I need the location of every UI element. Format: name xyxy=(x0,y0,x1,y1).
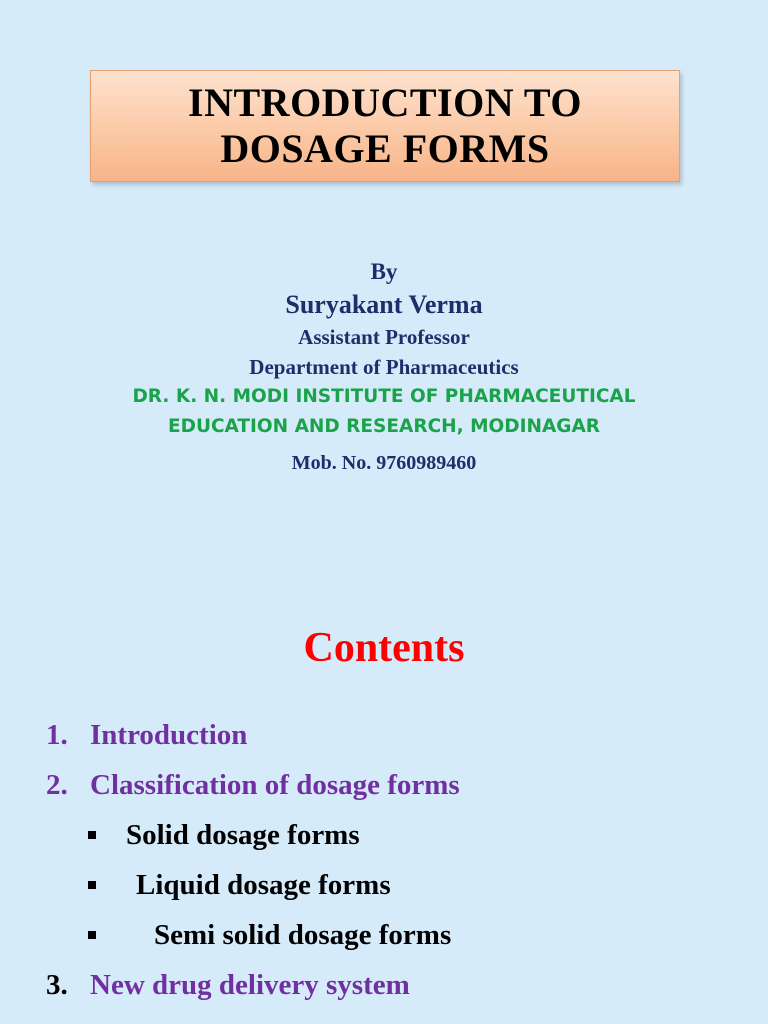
author-block xyxy=(0,256,768,478)
list-item-text: Classification of dosage forms xyxy=(90,769,460,801)
author-department: Department of Pharmaceutics xyxy=(249,355,519,379)
list-item xyxy=(46,760,746,810)
title-line-1: INTRODUCTION TO xyxy=(188,80,582,125)
institute-line-2: EDUCATION AND RESEARCH, MODINAGAR xyxy=(167,416,601,437)
list-item-number: 1. xyxy=(46,719,68,751)
square-bullet-icon xyxy=(88,931,96,939)
sub-list-item-text: Liquid dosage forms xyxy=(136,869,391,901)
sub-list-item-text: Solid dosage forms xyxy=(126,819,360,851)
sub-list-item xyxy=(46,910,746,960)
title-box xyxy=(90,70,680,182)
square-bullet-icon xyxy=(88,881,96,889)
sub-list-item xyxy=(46,810,746,860)
author-name: Suryakant Verma xyxy=(285,290,483,319)
by-label: By xyxy=(370,259,398,284)
list-item-number: 2. xyxy=(46,769,68,801)
sub-list-item-text: Semi solid dosage forms xyxy=(154,919,452,951)
mobile-number: Mob. No. 9760989460 xyxy=(291,452,477,474)
title-line-2: DOSAGE FORMS xyxy=(220,126,550,171)
list-item-text: New drug delivery system xyxy=(90,969,410,1001)
list-item xyxy=(46,710,746,760)
institute-line-1: DR. K. N. MODI INSTITUTE OF PHARMACEUTICAL xyxy=(132,386,636,407)
contents-heading: Contents xyxy=(303,625,465,671)
list-item-text: Introduction xyxy=(90,719,248,751)
square-bullet-icon xyxy=(88,831,96,839)
sub-list-item xyxy=(46,860,746,910)
author-role: Assistant Professor xyxy=(298,325,470,349)
list-item-number: 3. xyxy=(46,969,68,1001)
list-item xyxy=(46,960,746,1010)
contents-list xyxy=(46,710,746,1010)
